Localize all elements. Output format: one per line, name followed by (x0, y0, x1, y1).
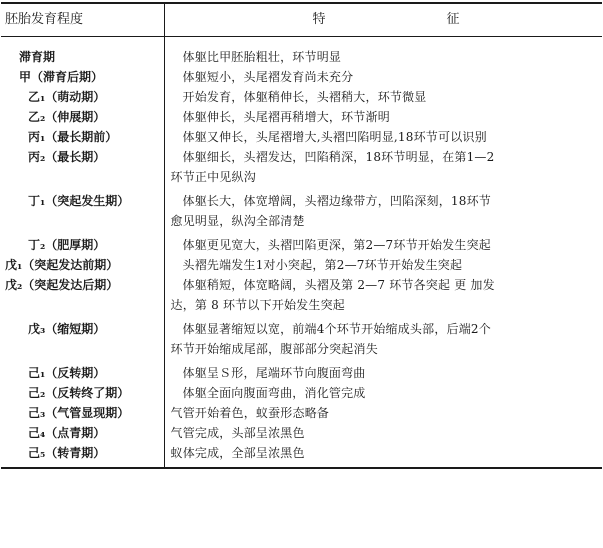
feature-cell (164, 363, 602, 383)
feature-cell (164, 107, 602, 127)
table-row (1, 443, 602, 468)
feature-line: 气管完成，头部呈浓黑色 (170, 426, 305, 440)
feature-line: 蚁体完成，全部呈浓黑色 (170, 446, 305, 460)
feature-line: 体躯显著缩短以宽，前端4个环节开始缩成头部，后端2个 (182, 322, 491, 336)
feature-line: 体躯全面向腹面弯曲，消化管完成 (182, 386, 366, 400)
feature-cell (164, 443, 602, 468)
stage-cell: 丁₁（突起发生期） (1, 191, 164, 231)
feature-cell (164, 67, 602, 87)
stage-cell: 己₁（反转期） (1, 363, 164, 383)
table-row (1, 423, 602, 443)
feature-line: 体躯更见宽大，头褶凹陷更深，第2—7环节开始发生突起 (182, 238, 491, 252)
feature-line: 开始发育，体躯稍伸长，头褶稍大，环节微显 (182, 90, 427, 104)
feature-line: 达，第 8 环节以下开始发生突起 (170, 298, 345, 312)
stage-cell: 乙₂（伸展期） (1, 107, 164, 127)
table-row (1, 37, 602, 68)
table-row (1, 147, 602, 187)
table-body (1, 37, 602, 469)
header-feature-char-1: 特 (312, 12, 326, 27)
table-row (1, 87, 602, 107)
feature-cell (164, 235, 602, 255)
feature-cell (164, 383, 602, 403)
table-row (1, 403, 602, 423)
table-row (1, 107, 602, 127)
stage-cell: 己₃（气管显现期） (1, 403, 164, 423)
table-row (1, 191, 602, 231)
feature-line: 体躯伸长，头尾褶再稍增大，环节渐明 (182, 110, 390, 124)
stage-cell: 戊₂（突起发达后期） (1, 275, 164, 315)
table-row (1, 363, 602, 383)
feature-cell (164, 127, 602, 147)
feature-line: 体躯长大，体宽增阔，头褶边缘带方，凹陷深刻，18环节 (182, 194, 491, 208)
stage-cell: 己₂（反转终了期） (1, 383, 164, 403)
stage-cell: 丙₁（最长期前） (1, 127, 164, 147)
embryo-development-table (1, 2, 602, 469)
stage-cell: 己₄（点青期） (1, 423, 164, 443)
stage-cell: 丁₂（肥厚期） (1, 235, 164, 255)
feature-line: 环节正中见纵沟 (170, 170, 256, 184)
stage-cell: 丙₂（最长期） (1, 147, 164, 187)
feature-cell (164, 87, 602, 107)
feature-line: 头褶先端发生1对小突起，第2—7环节开始发生突起 (182, 258, 463, 272)
table-header (1, 3, 602, 37)
feature-cell (164, 147, 602, 187)
table-row (1, 67, 602, 87)
feature-line: 愈见明显，纵沟全部清楚 (170, 214, 305, 228)
feature-cell (164, 37, 602, 68)
header-row (1, 3, 602, 37)
feature-cell (164, 319, 602, 359)
table-row (1, 275, 602, 315)
feature-cell (164, 191, 602, 231)
feature-line: 环节开始缩成尾部，腹部部分突起消失 (170, 342, 378, 356)
header-feature (164, 3, 602, 37)
feature-cell (164, 423, 602, 443)
feature-line: 体躯又伸长，头尾褶增大,头褶凹陷明显,18环节可以识别 (182, 130, 487, 144)
table-row (1, 383, 602, 403)
stage-cell: 滞育期 (1, 37, 164, 68)
feature-cell (164, 255, 602, 275)
feature-line: 体躯短小，头尾褶发育尚未充分 (182, 70, 354, 84)
header-feature-char-2: 征 (446, 12, 460, 27)
header-stage: 胚胎发育程度 (1, 3, 164, 37)
feature-line: 体躯呈Ｓ形，尾端环节向腹面弯曲 (182, 366, 366, 380)
feature-line: 体躯细长，头褶发达，凹陷稍深，18环节明显，在第1—2 (182, 150, 495, 164)
stage-cell: 甲（滞育后期） (1, 67, 164, 87)
stage-cell: 己₅（转青期） (1, 443, 164, 468)
stage-cell: 乙₁（萌动期） (1, 87, 164, 107)
feature-cell (164, 403, 602, 423)
table-row (1, 255, 602, 275)
feature-line: 体躯比甲胚胎粗壮，环节明显 (182, 50, 342, 64)
feature-line: 体躯稍短，体宽略阔，头褶及第 2—7 环节各突起 更 加发 (182, 278, 495, 292)
stage-cell: 戊₁（突起发达前期） (1, 255, 164, 275)
stage-cell: 戊₃（缩短期） (1, 319, 164, 359)
table-row (1, 235, 602, 255)
feature-cell (164, 275, 602, 315)
table-row (1, 319, 602, 359)
table-row (1, 127, 602, 147)
feature-line: 气管开始着色，蚁蚕形态略备 (170, 406, 330, 420)
